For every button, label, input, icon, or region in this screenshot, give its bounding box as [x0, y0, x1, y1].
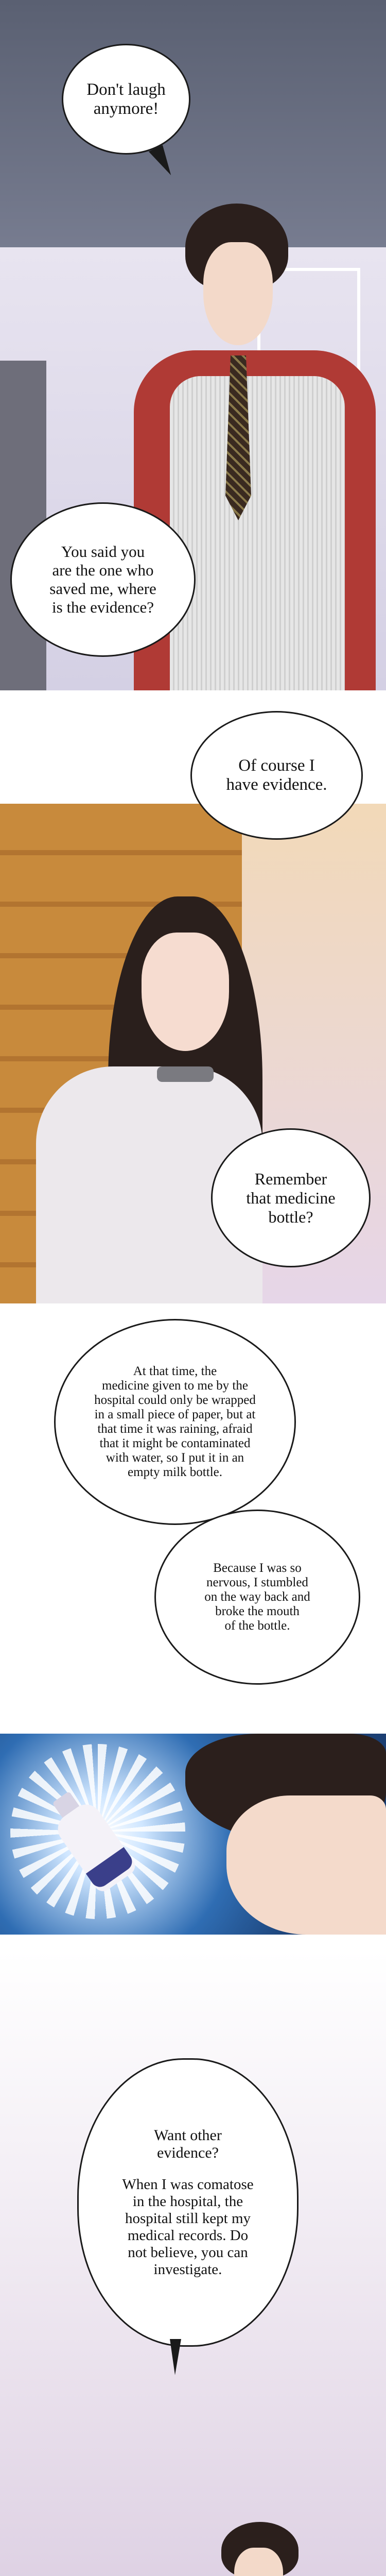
speech-bubble-rain-story	[54, 1319, 296, 1525]
speech-text: When I was comatose in the hospital, the hospital still kept my medical records. Do not believe, you can investigate.	[122, 2176, 254, 2278]
man-vest	[170, 376, 345, 690]
woman-necklace	[157, 1066, 214, 1082]
speech-bubble-want-evidence	[77, 2058, 299, 2347]
speech-bubble-dont-laugh	[62, 44, 190, 155]
speech-text: Don't laugh anymore!	[86, 80, 166, 118]
speech-bubble-medicine-bottle	[211, 1128, 371, 1267]
speech-bubble-of-course	[190, 711, 363, 840]
woman-face	[142, 933, 229, 1051]
speech-text: Want other evidence?	[154, 2127, 222, 2161]
panel-1-man-confronting	[0, 0, 386, 690]
speech-text: You said you are the one who saved me, where is the evidence?	[49, 543, 156, 616]
man-face	[203, 242, 273, 345]
speech-text: Because I was so nervous, I stumbled on the way back and broke the mouth of the bottle.	[204, 1561, 310, 1633]
panel-5-standoff	[0, 1950, 386, 2576]
speech-text: Of course I have evidence.	[226, 756, 327, 794]
speech-tail-1	[149, 145, 176, 179]
panel-4-milk-bottle-flashback	[0, 1734, 386, 1935]
speech-bubble-evidence-question	[10, 502, 196, 657]
speech-text: At that time, the medicine given to me by the hospital could only be wrapped in a small piece of paper, but at that time it was raining, afraid that it might be contaminated with water, so I put it in an empty milk bottle.	[94, 1364, 256, 1479]
panel-3-narration	[0, 1319, 386, 1762]
speech-text: Remember that medicine bottle?	[246, 1169, 336, 1226]
man-face-closeup	[226, 1795, 386, 1935]
speech-tail-2	[170, 2339, 181, 2375]
speech-bubble-stumbled	[154, 1510, 360, 1685]
panel-2-woman-evidence	[0, 711, 386, 1303]
panel-gap	[0, 690, 386, 711]
